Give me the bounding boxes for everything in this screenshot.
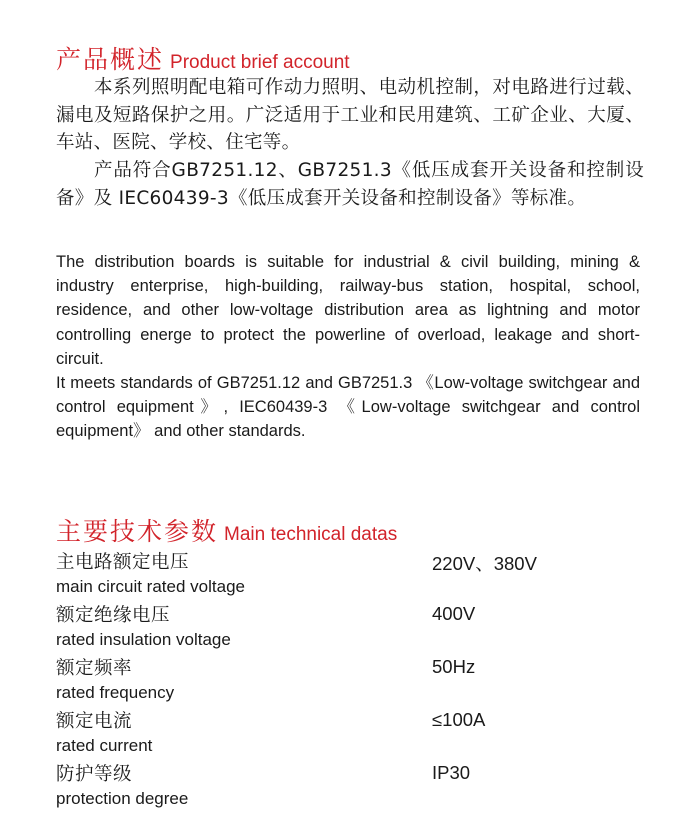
spec-label-zh: 额定频率 <box>56 658 133 679</box>
brief-en-paragraph-2: It meets standards of GB7251.12 and GB7251.3 《Low-voltage switchgear and control equipment》, IEC60439-3 《Low-voltage switchgear and control equipment》 and other standards. <box>56 374 640 441</box>
spec-row-frequency <box>56 654 646 707</box>
spec-row-insulation-voltage <box>56 601 646 654</box>
brief-zh-paragraph-1: 本系列照明配电箱可作动力照明、电动机控制，对电路进行过载、漏电及短路保护之用。广泛适用于工业和民用建筑、工矿企业、大厦、车站、医院、学校、住宅等。 <box>56 77 644 153</box>
spec-label-en: rated frequency <box>56 683 175 702</box>
spec-label-zh: 防护等级 <box>56 764 133 785</box>
technical-data-heading-en: Main technical datas <box>224 524 398 545</box>
technical-spec-table <box>56 548 646 813</box>
spec-label-en: main circuit rated voltage <box>56 577 245 596</box>
brief-zh-paragraph-2: 产品符合GB7251.12、GB7251.3《低压成套开关设备和控制设备》及 IEC60439-3《低压成套开关设备和控制设备》等标准。 <box>56 160 644 209</box>
spec-value: ≤100A <box>432 709 486 730</box>
spec-value: 220V、380V <box>432 553 537 574</box>
product-brief-heading-en: Product brief account <box>170 52 350 73</box>
spec-row-main-voltage <box>56 548 646 601</box>
spec-row-current <box>56 707 646 760</box>
product-brief-heading <box>56 40 350 76</box>
spec-row-protection-degree <box>56 760 646 813</box>
spec-label-en: protection degree <box>56 789 189 808</box>
brief-en-paragraph-1: The distribution boards is suitable for industrial & civil building, mining & industry enterprise, high-building, railway-bus station, hospital, school, residence, and other low-voltage distribution area as lightning and motor controlling energe to protect the powerline of overload, leakage and short-circuit. <box>56 253 640 368</box>
spec-value: 400V <box>432 603 476 624</box>
spec-label-zh: 额定绝缘电压 <box>56 605 171 626</box>
spec-label-zh: 额定电流 <box>56 711 133 732</box>
product-brief-heading-zh: 产品概述 <box>56 45 165 74</box>
spec-label-en: rated current <box>56 736 153 755</box>
spec-value: 50Hz <box>432 656 476 677</box>
spec-label-zh: 主电路额定电压 <box>56 552 190 573</box>
spec-value: IP30 <box>432 762 471 783</box>
technical-data-heading-zh: 主要技术参数 <box>56 517 219 546</box>
spec-label-en: rated insulation voltage <box>56 630 231 649</box>
technical-data-heading <box>56 512 397 548</box>
